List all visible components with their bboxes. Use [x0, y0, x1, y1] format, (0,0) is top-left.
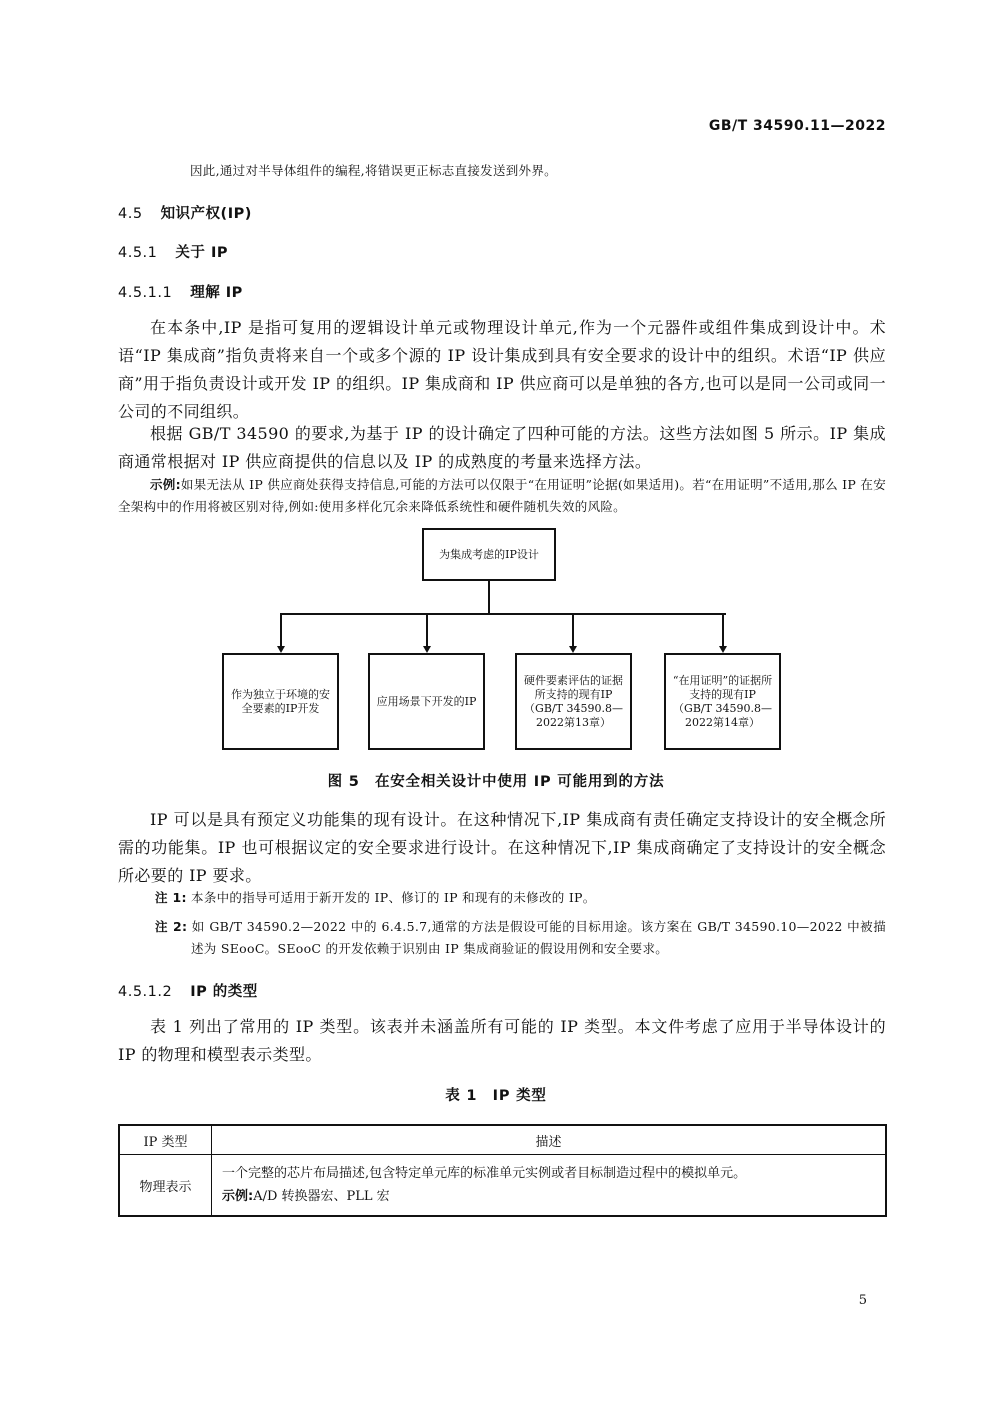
example-text: 如果无法从 IP 供应商处获得支持信息,可能的方法可以仅限于“在用证明”论据(如果适用)。若“在用证明”不适用,那么 IP 在安全架构中的作用将被区别对待,例如:使用多样化冗余来降低系统性和硬件随机失效的风险。: [118, 477, 886, 514]
note-label: 注 2:: [155, 919, 188, 934]
method-box-proven-in-use: “在用证明”的证据所支持的现有IP（GB/T 34590.8—2022第14章）: [664, 653, 781, 750]
table-cell-description: [212, 1155, 887, 1217]
note-1: [155, 887, 886, 909]
example-text: A/D 转换器宏、PLL 宏: [253, 1189, 390, 1204]
section-number: 4.5.1.1: [118, 285, 173, 301]
description-example: [222, 1185, 875, 1208]
connector-line: [426, 613, 428, 647]
method-box-independent: 作为独立于环境的安全要素的IP开发: [222, 653, 339, 750]
connector-line: [722, 613, 724, 647]
intro-line: 因此,通过对半导体组件的编程,将错误更正标志直接发送到外界。: [190, 163, 557, 178]
table-row: [119, 1155, 886, 1217]
paragraph-ip-definition: 在本条中,IP 是指可复用的逻辑设计单元或物理设计单元,作为一个元器件或组件集成到设计中。术语“IP 集成商”指负责将来自一个或多个源的 IP 设计集成到具有安全要求的设计中的组织。术语“IP 供应商”用于指负责设计或开发 IP 的组织。IP 集成商和 IP 供应商可以是单独的各方,也可以是同一公司或同一公司的不同组织。: [118, 318, 886, 421]
section-4-5-1-2-heading: [118, 980, 258, 1001]
arrow-head: [719, 646, 727, 653]
diagram-top-box: 为集成考虑的IP设计: [422, 528, 556, 581]
example-label: 示例:: [150, 477, 181, 492]
connector-line: [280, 613, 282, 647]
section-4-5-1-heading: [118, 241, 228, 262]
connector-line: [572, 613, 574, 647]
paragraph-four-methods: 根据 GB/T 34590 的要求,为基于 IP 的设计确定了四种可能的方法。这些方法如图 5 所示。IP 集成商通常根据对 IP 供应商提供的信息以及 IP 的成熟度的考量来选择方法。: [118, 424, 886, 471]
note-text: 如 GB/T 34590.2—2022 中的 6.4.5.7,通常的方法是假设可能的目标用途。该方案在 GB/T 34590.10—2022 中被描述为 SEooC。SEooC 的开发依赖于识别由 IP 集成商验证的假设用例和安全要求。: [191, 919, 887, 956]
arrow-head: [277, 646, 285, 653]
section-number: 4.5: [118, 206, 143, 222]
connector-line: [280, 613, 726, 615]
section-number: 4.5.1.2: [118, 984, 173, 1000]
table-header-row: [119, 1125, 886, 1155]
arrow-head: [569, 646, 577, 653]
ip-types-table: [118, 1124, 887, 1217]
page-number: 5: [858, 1293, 867, 1308]
paragraph-ip-types: 表 1 列出了常用的 IP 类型。该表并未涵盖所有可能的 IP 类型。本文件考虑了应用于半导体设计的 IP 的物理和模型表示类型。: [118, 1017, 886, 1064]
section-title: 理解 IP: [190, 285, 243, 301]
method-box-hardware-evaluation: 硬件要素评估的证据所支持的现有IP（GB/T 34590.8—2022第13章）: [515, 653, 632, 750]
section-4-5-heading: [118, 202, 252, 223]
table-header-cell: 描述: [212, 1125, 887, 1155]
section-number: 4.5.1: [118, 245, 158, 261]
description-text: 一个完整的芯片布局描述,包含特定单元库的标准单元实例或者目标制造过程中的模拟单元。: [222, 1166, 747, 1181]
note-text: 本条中的指导可适用于新开发的 IP、修订的 IP 和现有的未修改的 IP。: [191, 890, 596, 905]
table-cell-type: 物理表示: [119, 1155, 212, 1217]
example-label: 示例:: [222, 1189, 254, 1204]
standard-number-header: GB/T 34590.11—2022: [708, 118, 886, 134]
section-title: 知识产权(IP): [160, 206, 252, 222]
section-title: 关于 IP: [175, 245, 228, 261]
example-note: [118, 474, 886, 518]
method-box-in-context: 应用场景下开发的IP: [368, 653, 485, 750]
figure-5-caption: 图 5 在安全相关设计中使用 IP 可能用到的方法: [327, 774, 665, 790]
table-1-caption: 表 1 IP 类型: [445, 1088, 547, 1104]
arrow-head: [423, 646, 431, 653]
note-2: [155, 916, 886, 960]
note-label: 注 1:: [155, 890, 187, 905]
section-4-5-1-1-heading: [118, 281, 243, 302]
section-title: IP 的类型: [190, 984, 258, 1000]
connector-line: [488, 581, 490, 614]
paragraph-existing-design: IP 可以是具有预定义功能集的现有设计。在这种情况下,IP 集成商有责任确定支持设计的安全概念所需的功能集。IP 也可根据议定的安全要求进行设计。在这种情况下,IP 集成商确定了支持设计的安全概念所必要的 IP 要求。: [118, 810, 886, 885]
table-header-cell: IP 类型: [119, 1125, 212, 1155]
